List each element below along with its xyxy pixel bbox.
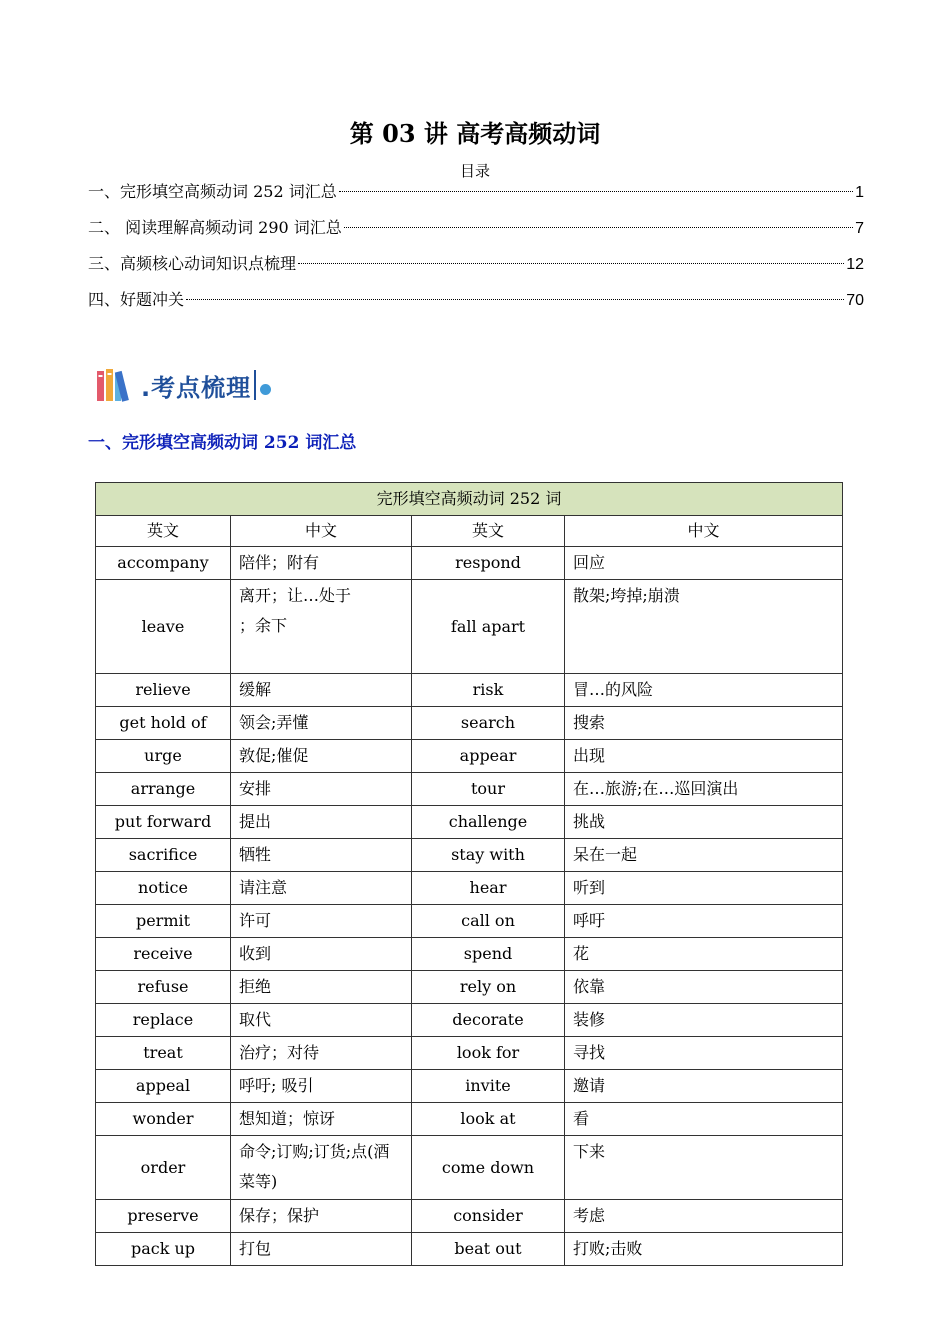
toc-entry-text: 四、好题冲关 bbox=[88, 290, 185, 309]
section-logo bbox=[95, 363, 271, 407]
chinese-meaning-cell: 想知道；惊讶 bbox=[231, 1103, 412, 1136]
toc-entry-page: 7 bbox=[855, 220, 864, 237]
english-word-cell: look for bbox=[412, 1037, 565, 1070]
chinese-meaning-cell: 冒…的风险 bbox=[565, 674, 843, 707]
chinese-meaning-cell: 提出 bbox=[231, 806, 412, 839]
chinese-meaning-cell: 敦促;催促 bbox=[231, 740, 412, 773]
books-icon bbox=[95, 365, 135, 405]
english-word-cell: leave bbox=[96, 580, 231, 674]
table-row bbox=[96, 806, 843, 839]
english-word-cell: beat out bbox=[412, 1233, 565, 1266]
chinese-meaning-cell: 保存；保护 bbox=[231, 1200, 412, 1233]
chinese-meaning-cell: 打败;击败 bbox=[565, 1233, 843, 1266]
english-word-cell: rely on bbox=[412, 971, 565, 1004]
toc-leader-dots bbox=[344, 227, 853, 228]
toc-entry-text: 三、高频核心动词知识点梳理 bbox=[88, 254, 297, 273]
english-word-cell: look at bbox=[412, 1103, 565, 1136]
chinese-meaning-cell: 下来 bbox=[565, 1136, 843, 1200]
english-word-cell: tour bbox=[412, 773, 565, 806]
english-word-cell: challenge bbox=[412, 806, 565, 839]
english-word-cell: permit bbox=[96, 905, 231, 938]
toc-leader-dots bbox=[186, 299, 844, 300]
chinese-meaning-cell: 治疗；对待 bbox=[231, 1037, 412, 1070]
english-word-cell: wonder bbox=[96, 1103, 231, 1136]
logo-text: .考点梳理 bbox=[141, 373, 252, 402]
chinese-meaning-cell: 安排 bbox=[231, 773, 412, 806]
english-word-cell: arrange bbox=[96, 773, 231, 806]
toc-entry[interactable] bbox=[88, 180, 864, 216]
column-header: 中文 bbox=[565, 516, 843, 547]
english-word-cell: sacrifice bbox=[96, 839, 231, 872]
column-header: 中文 bbox=[231, 516, 412, 547]
table-row bbox=[96, 740, 843, 773]
chinese-meaning-cell: 陪伴；附有 bbox=[231, 547, 412, 580]
toc-entry[interactable] bbox=[88, 288, 864, 324]
table-of-contents bbox=[88, 180, 864, 324]
toc-entry-page: 1 bbox=[855, 184, 864, 201]
english-word-cell: stay with bbox=[412, 839, 565, 872]
table-row bbox=[96, 547, 843, 580]
english-word-cell: respond bbox=[412, 547, 565, 580]
chinese-meaning-cell: 拒绝 bbox=[231, 971, 412, 1004]
logo-dot bbox=[260, 384, 271, 395]
table-row bbox=[96, 872, 843, 905]
chinese-meaning-cell: 收到 bbox=[231, 938, 412, 971]
chinese-meaning-cell: 考虑 bbox=[565, 1200, 843, 1233]
english-word-cell: replace bbox=[96, 1004, 231, 1037]
chinese-meaning-cell: 依靠 bbox=[565, 971, 843, 1004]
table-row bbox=[96, 1136, 843, 1200]
english-word-cell: appear bbox=[412, 740, 565, 773]
english-word-cell: consider bbox=[412, 1200, 565, 1233]
chinese-meaning-cell: 挑战 bbox=[565, 806, 843, 839]
chinese-meaning-cell: 呼吁; 吸引 bbox=[231, 1070, 412, 1103]
toc-entry[interactable] bbox=[88, 216, 864, 252]
english-word-cell: urge bbox=[96, 740, 231, 773]
chinese-meaning-cell: 听到 bbox=[565, 872, 843, 905]
table-row bbox=[96, 839, 843, 872]
table-row bbox=[96, 1004, 843, 1037]
english-word-cell: receive bbox=[96, 938, 231, 971]
chinese-meaning-cell: 在…旅游;在…巡回演出 bbox=[565, 773, 843, 806]
chinese-meaning-cell: 许可 bbox=[231, 905, 412, 938]
toc-heading: 目录 bbox=[459, 162, 490, 180]
english-word-cell: relieve bbox=[96, 674, 231, 707]
chinese-meaning-cell: 命令;订购;订货;点(酒 菜等) bbox=[231, 1136, 412, 1200]
table-row bbox=[96, 707, 843, 740]
page-title: 第 03 讲 高考高频动词 bbox=[349, 119, 601, 148]
chinese-meaning-cell: 取代 bbox=[231, 1004, 412, 1037]
toc-entry[interactable] bbox=[88, 252, 864, 288]
table-row bbox=[96, 674, 843, 707]
toc-entry-page: 12 bbox=[846, 256, 864, 273]
english-word-cell: come down bbox=[412, 1136, 565, 1200]
chinese-meaning-cell: 呼吁 bbox=[565, 905, 843, 938]
vocab-table bbox=[95, 482, 843, 1266]
toc-leader-dots bbox=[339, 191, 853, 192]
chinese-meaning-cell: 装修 bbox=[565, 1004, 843, 1037]
table-row bbox=[96, 971, 843, 1004]
chinese-meaning-cell: 回应 bbox=[565, 547, 843, 580]
chinese-meaning-cell: 请注意 bbox=[231, 872, 412, 905]
english-word-cell: get hold of bbox=[96, 707, 231, 740]
table-row bbox=[96, 580, 843, 674]
english-word-cell: preserve bbox=[96, 1200, 231, 1233]
english-word-cell: accompany bbox=[96, 547, 231, 580]
logo-cursor bbox=[254, 370, 256, 400]
chinese-meaning-cell: 呆在一起 bbox=[565, 839, 843, 872]
chinese-meaning-cell: 出现 bbox=[565, 740, 843, 773]
chinese-meaning-cell: 寻找 bbox=[565, 1037, 843, 1070]
english-word-cell: notice bbox=[96, 872, 231, 905]
english-word-cell: fall apart bbox=[412, 580, 565, 674]
table-header-row bbox=[96, 516, 843, 547]
column-header: 英文 bbox=[412, 516, 565, 547]
chinese-meaning-cell: 搜索 bbox=[565, 707, 843, 740]
table-row bbox=[96, 1233, 843, 1266]
english-word-cell: pack up bbox=[96, 1233, 231, 1266]
english-word-cell: appeal bbox=[96, 1070, 231, 1103]
english-word-cell: treat bbox=[96, 1037, 231, 1070]
table-row bbox=[96, 773, 843, 806]
chinese-meaning-cell: 牺牲 bbox=[231, 839, 412, 872]
table-row bbox=[96, 905, 843, 938]
english-word-cell: put forward bbox=[96, 806, 231, 839]
english-word-cell: hear bbox=[412, 872, 565, 905]
table-caption: 完形填空高频动词 252 词 bbox=[96, 483, 843, 516]
english-word-cell: spend bbox=[412, 938, 565, 971]
table-row bbox=[96, 1070, 843, 1103]
chinese-meaning-cell: 散架;垮掉;崩溃 bbox=[565, 580, 843, 674]
english-word-cell: call on bbox=[412, 905, 565, 938]
table-row bbox=[96, 1103, 843, 1136]
chinese-meaning-cell: 邀请 bbox=[565, 1070, 843, 1103]
toc-leader-dots bbox=[298, 263, 844, 264]
toc-entry-page: 70 bbox=[846, 292, 864, 309]
table-row bbox=[96, 938, 843, 971]
chinese-meaning-cell: 看 bbox=[565, 1103, 843, 1136]
toc-entry-text: 一、完形填空高频动词 252 词汇总 bbox=[88, 182, 337, 201]
english-word-cell: decorate bbox=[412, 1004, 565, 1037]
english-word-cell: search bbox=[412, 707, 565, 740]
chinese-meaning-cell: 离开；让…处于 ；余下 bbox=[231, 580, 412, 674]
column-header: 英文 bbox=[96, 516, 231, 547]
table-row bbox=[96, 1037, 843, 1070]
table-row bbox=[96, 1200, 843, 1233]
english-word-cell: refuse bbox=[96, 971, 231, 1004]
chinese-meaning-cell: 打包 bbox=[231, 1233, 412, 1266]
english-word-cell: invite bbox=[412, 1070, 565, 1103]
chinese-meaning-cell: 花 bbox=[565, 938, 843, 971]
toc-entry-text: 二、 阅读理解高频动词 290 词汇总 bbox=[88, 218, 342, 237]
english-word-cell: order bbox=[96, 1136, 231, 1200]
chinese-meaning-cell: 缓解 bbox=[231, 674, 412, 707]
english-word-cell: risk bbox=[412, 674, 565, 707]
chinese-meaning-cell: 领会;弄懂 bbox=[231, 707, 412, 740]
table-caption-row bbox=[96, 483, 843, 516]
section-heading: 一、完形填空高频动词 252 词汇总 bbox=[88, 433, 357, 453]
